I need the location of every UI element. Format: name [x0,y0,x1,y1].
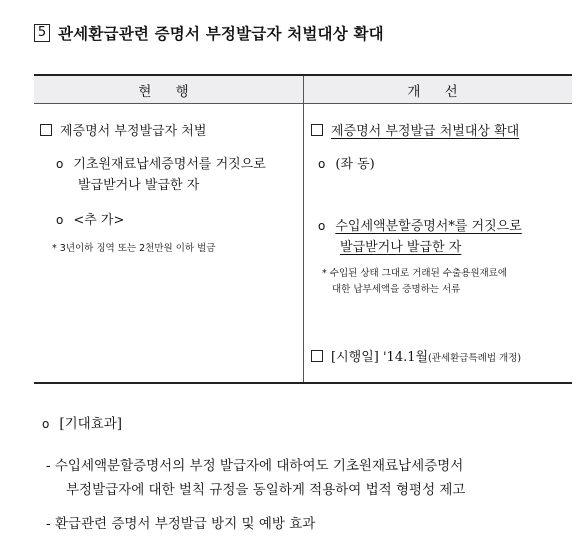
checkbox-square-icon [311,350,323,362]
comparison-table [34,74,572,384]
bullet-icon: o [56,157,64,171]
bullet-icon: o [318,219,326,233]
section-number-box: 5 [34,24,50,42]
right-footnote-1: * 수입된 상태 그대로 거래된 수출용원재료에 [322,268,508,279]
effective-note: (관세환급특례법 개정) [428,353,522,364]
effects-heading: o [기대효과] [42,416,123,432]
section-title [34,22,384,44]
right-sub-item-1: o (좌 동) [318,157,375,172]
dash-bullet: - [46,516,51,532]
effect-item-2: - 환급관련 증명서 부정발급 방지 및 예방 효과 [46,516,316,532]
left-sub-item-1: o 기초원재료납세증명서를 거짓으로 [56,157,266,172]
right-sub-item-2: o 수입세액분할증명서*를 거짓으로 [318,219,522,234]
effect-item-1-cont: 부정발급자에 대한 벌칙 규정을 동일하게 적용하여 법적 형평성 제고 [66,482,466,498]
header-current: 현 행 [138,83,199,100]
effect-item-1: - 수입세액분할증명서의 부정 발급자에 대하여도 기초원재료납세증명서 [46,458,464,474]
column-divider [303,76,304,382]
effective-date-row: [시행일] '14.1월(관세환급특례법 개정) [311,348,521,368]
bullet-icon: o [42,417,50,431]
right-item-1: 제증명서 부정발급 처벌대상 확대 [311,122,519,142]
left-footnote: * 3년이하 징역 또는 2천만원 이하 벌금 [52,243,216,254]
checkbox-square-icon [311,124,323,136]
dash-bullet: - [46,458,51,474]
section-title-text: 관세환급관련 증명서 부정발급자 처벌대상 확대 [58,25,384,43]
right-footnote-2: 대한 납부세액을 증명하는 서류 [332,284,461,295]
checkbox-square-icon [40,124,52,136]
right-sub-item-2-cont: 발급받거나 발급한 자 [340,240,462,255]
left-item-1: 제증명서 부정발급자 처벌 [40,122,206,142]
bullet-icon: o [56,213,64,227]
bullet-icon: o [318,157,326,171]
left-sub-item-2: o <추 가> [56,213,125,228]
left-sub-item-1-cont: 발급받거나 발급한 자 [78,178,200,193]
effective-date: '14.1월 [382,350,429,365]
header-improved: 개 선 [407,83,468,100]
